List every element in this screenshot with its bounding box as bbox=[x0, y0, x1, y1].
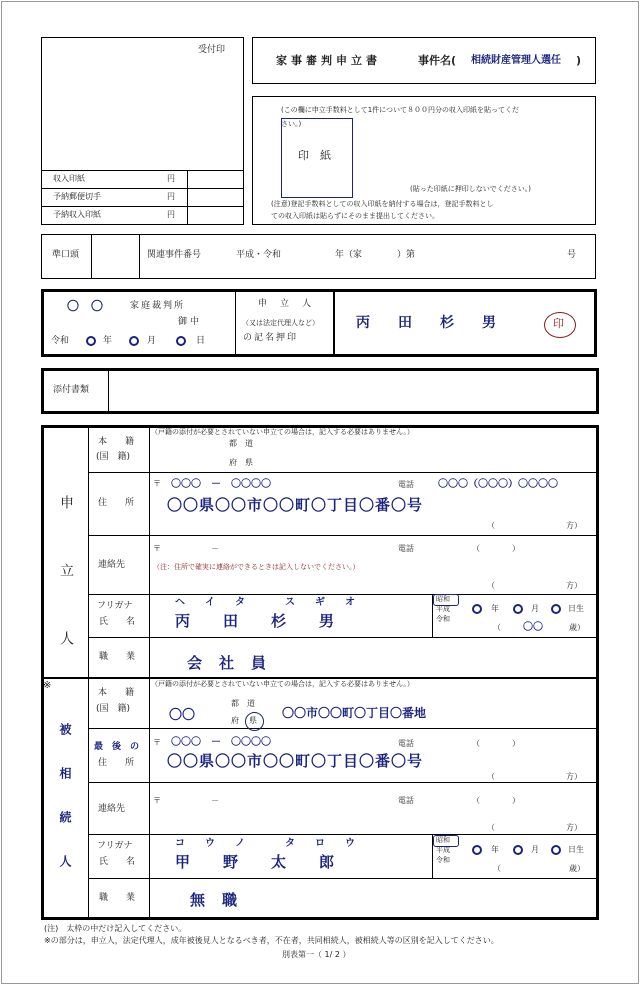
contact-note: （注：住所で確実に連絡ができるときは記入しないでください。） bbox=[153, 563, 360, 571]
postal-mark: 〒 bbox=[153, 796, 161, 805]
tel-label: 電話 bbox=[398, 739, 414, 748]
ken-label: 県 bbox=[249, 716, 257, 725]
honseki-label: 本 籍 bbox=[98, 688, 135, 698]
decedent-name: 甲 野 太 郎 bbox=[175, 853, 336, 871]
fee-unit: 円 bbox=[167, 174, 175, 183]
gochu-label: 御中 bbox=[178, 317, 203, 327]
decedent-mark: ※ bbox=[43, 680, 52, 691]
birth-nen: 年 bbox=[491, 604, 499, 613]
fuken-label: 府 県 bbox=[229, 458, 253, 467]
kata-open: （ bbox=[487, 581, 495, 590]
age-close: 歳） bbox=[569, 623, 585, 632]
applicant-address: 〇〇県〇〇市〇〇町〇丁目〇番〇号 bbox=[167, 496, 424, 514]
footer-note: ※の部分は，申立人，法定代理人，成年被後見人となるべき者，不在者，共同相続人，被相続人等の区別を記入してください。 bbox=[44, 936, 499, 945]
honseki-note: （戸籍の添付が必要とされていない申立ての場合は，記入する必要はありません。） bbox=[151, 680, 414, 688]
footer-note: (注) 太枠の中だけ記入してください。 bbox=[44, 924, 187, 933]
kokuseki-label: (国 籍) bbox=[96, 452, 131, 462]
address-label: 住 所 bbox=[98, 758, 135, 768]
age-close: 歳） bbox=[569, 864, 585, 873]
honseki-note: （戸籍の添付が必要とされていない申立ての場合は，記入する必要はありません。） bbox=[151, 428, 414, 436]
fu-label: 府 bbox=[231, 716, 239, 725]
kata-close: 方） bbox=[566, 581, 582, 590]
court-name: 〇 〇 bbox=[67, 299, 104, 313]
decedent-job: 無 職 bbox=[190, 891, 239, 909]
era-showa: 昭和 bbox=[436, 595, 450, 603]
todo-label: 都 道 bbox=[229, 439, 253, 448]
tel-label: 電話 bbox=[398, 480, 414, 489]
sign-label: の記名押印 bbox=[243, 333, 299, 343]
applicant-tel: 〇〇〇（〇〇〇）〇〇〇〇 bbox=[438, 479, 558, 490]
decedent-postal: 〇〇〇 － 〇〇〇〇 bbox=[171, 737, 271, 748]
fee-label-prepaid-stamp: 予納収入印紙 bbox=[53, 210, 101, 219]
todo-label: 都 道 bbox=[231, 699, 255, 708]
date-reiwa: 令和 bbox=[51, 336, 70, 346]
era-heisei: 平成 bbox=[436, 605, 450, 613]
fee-label-postage: 予納郵便切手 bbox=[53, 192, 101, 201]
date-nen: 年 bbox=[103, 336, 113, 346]
kata-close: 方） bbox=[566, 521, 582, 530]
date-hi: 日 bbox=[196, 336, 206, 346]
stamp-note: さい。) bbox=[281, 120, 302, 128]
fee-label-revenue-stamp: 収入印紙 bbox=[53, 174, 85, 183]
decedent-address: 〇〇県〇〇市〇〇町〇丁目〇番〇号 bbox=[167, 752, 424, 770]
related-case-label: 関連事件番号 bbox=[147, 250, 202, 260]
name-label: 氏 名 bbox=[99, 617, 136, 627]
related-go: 号 bbox=[567, 250, 577, 260]
decedent-side-label: 被 相 続 人 bbox=[58, 723, 72, 877]
applicant-side-label: 申 立 人 bbox=[58, 495, 74, 665]
stamp-label: 印 紙 bbox=[298, 149, 331, 162]
era-reiwa: 令和 bbox=[436, 856, 450, 864]
applicant-postal: 〇〇〇 － 〇〇〇〇 bbox=[171, 479, 271, 490]
age-open: （ bbox=[493, 864, 501, 873]
case-name-label: 事件名( bbox=[418, 54, 457, 67]
page-number: 別表第一（ 1/ 2 ） bbox=[282, 950, 351, 959]
fee-unit: 円 bbox=[167, 210, 175, 219]
kokuseki-label: (国 籍) bbox=[96, 704, 131, 714]
decedent-furigana: コ ウ ノ タ ロ ウ bbox=[175, 838, 355, 849]
kata-open: （ bbox=[487, 772, 495, 781]
receipt-stamp-label: 受付印 bbox=[198, 45, 226, 55]
fee-unit: 円 bbox=[167, 192, 175, 201]
applicant-furigana: ヘ イ タ ス ギ オ bbox=[175, 597, 355, 608]
jun-kotou-label: 準口頭 bbox=[52, 250, 80, 260]
decedent-honseki: 〇〇市〇〇町〇丁目〇番地 bbox=[282, 706, 427, 720]
kata-open: （ bbox=[487, 823, 495, 832]
date-tsuki: 月 bbox=[147, 336, 157, 346]
applicant-age: 〇〇 bbox=[523, 622, 543, 633]
contact-tel: （ ） bbox=[472, 796, 520, 805]
related-era: 平成・令和 bbox=[236, 250, 282, 260]
birth-hi: 日生 bbox=[568, 604, 584, 613]
job-label: 職 業 bbox=[99, 652, 136, 662]
kata-close: 方） bbox=[566, 823, 582, 832]
contact-tel: （ ） bbox=[472, 544, 520, 553]
agent-note: （又は法定代理人など） bbox=[242, 319, 319, 327]
birth-hi: 日生 bbox=[568, 845, 584, 854]
furigana-label: フリガナ bbox=[97, 841, 133, 851]
court-label: 家庭裁判所 bbox=[130, 301, 186, 311]
tel-label: 電話 bbox=[398, 796, 414, 805]
address-label: 住 所 bbox=[98, 498, 135, 508]
contact-label: 連絡先 bbox=[98, 804, 126, 814]
postal-mark: 〒 bbox=[153, 479, 161, 488]
attachments-box bbox=[41, 368, 599, 414]
related-case-row bbox=[41, 234, 596, 279]
tel-label: 電話 bbox=[398, 544, 414, 553]
applicant-job: 会 社 員 bbox=[187, 654, 268, 672]
job-label: 職 業 bbox=[99, 893, 136, 903]
applicant-name: 丙 田 杉 男 bbox=[175, 612, 336, 630]
related-dai: ）第 bbox=[397, 250, 416, 260]
applicant-sign-label: 申 立 人 bbox=[258, 299, 314, 309]
postal-mark: 〒 bbox=[153, 544, 161, 553]
contact-label: 連絡先 bbox=[98, 560, 126, 570]
birth-tsuki: 月 bbox=[531, 604, 539, 613]
contact-dash: － bbox=[211, 544, 219, 553]
case-name: 相続財産管理人選任 bbox=[471, 55, 561, 66]
era-heisei: 平成 bbox=[436, 846, 450, 854]
stamp-note: (貼った印紙に押印しないでください。) bbox=[410, 185, 531, 193]
postal-mark: 〒 bbox=[153, 738, 161, 747]
kata-open: （ bbox=[487, 521, 495, 530]
honseki-label: 本 籍 bbox=[98, 437, 135, 447]
name-label: 氏 名 bbox=[99, 857, 136, 867]
case-name-close: ) bbox=[576, 54, 582, 67]
stamp-note: (注意)登記手数料としての収入印紙を納付する場合は，登記手数料とし bbox=[271, 200, 494, 208]
kata-close: 方） bbox=[566, 772, 582, 781]
era-showa: 昭和 bbox=[436, 836, 450, 844]
contact-dash: － bbox=[211, 796, 219, 805]
decedent-pref: 〇〇 bbox=[169, 708, 196, 723]
court-sign-box bbox=[41, 289, 597, 357]
applicant-signature: 丙 田 杉 男 bbox=[356, 315, 496, 331]
birth-tsuki: 月 bbox=[531, 845, 539, 854]
last-label: 最 後 の bbox=[94, 742, 140, 752]
related-year: 年（家 bbox=[335, 250, 363, 260]
era-reiwa: 令和 bbox=[436, 615, 450, 623]
seal-mark: 印 bbox=[553, 317, 564, 330]
stamp-note: ての収入印紙は貼らずにそのまま提出してください。 bbox=[271, 212, 439, 220]
birth-nen: 年 bbox=[491, 845, 499, 854]
age-open: （ bbox=[493, 623, 501, 632]
furigana-label: フリガナ bbox=[97, 601, 133, 611]
decedent-tel: （ ） bbox=[472, 739, 520, 748]
stamp-note: (この欄に申立手数料として1件について８００円分の収入印紙を貼ってくだ bbox=[281, 106, 520, 114]
form-title: 家事審判申立書 bbox=[276, 54, 381, 67]
attachments-label: 添付書類 bbox=[53, 385, 90, 395]
